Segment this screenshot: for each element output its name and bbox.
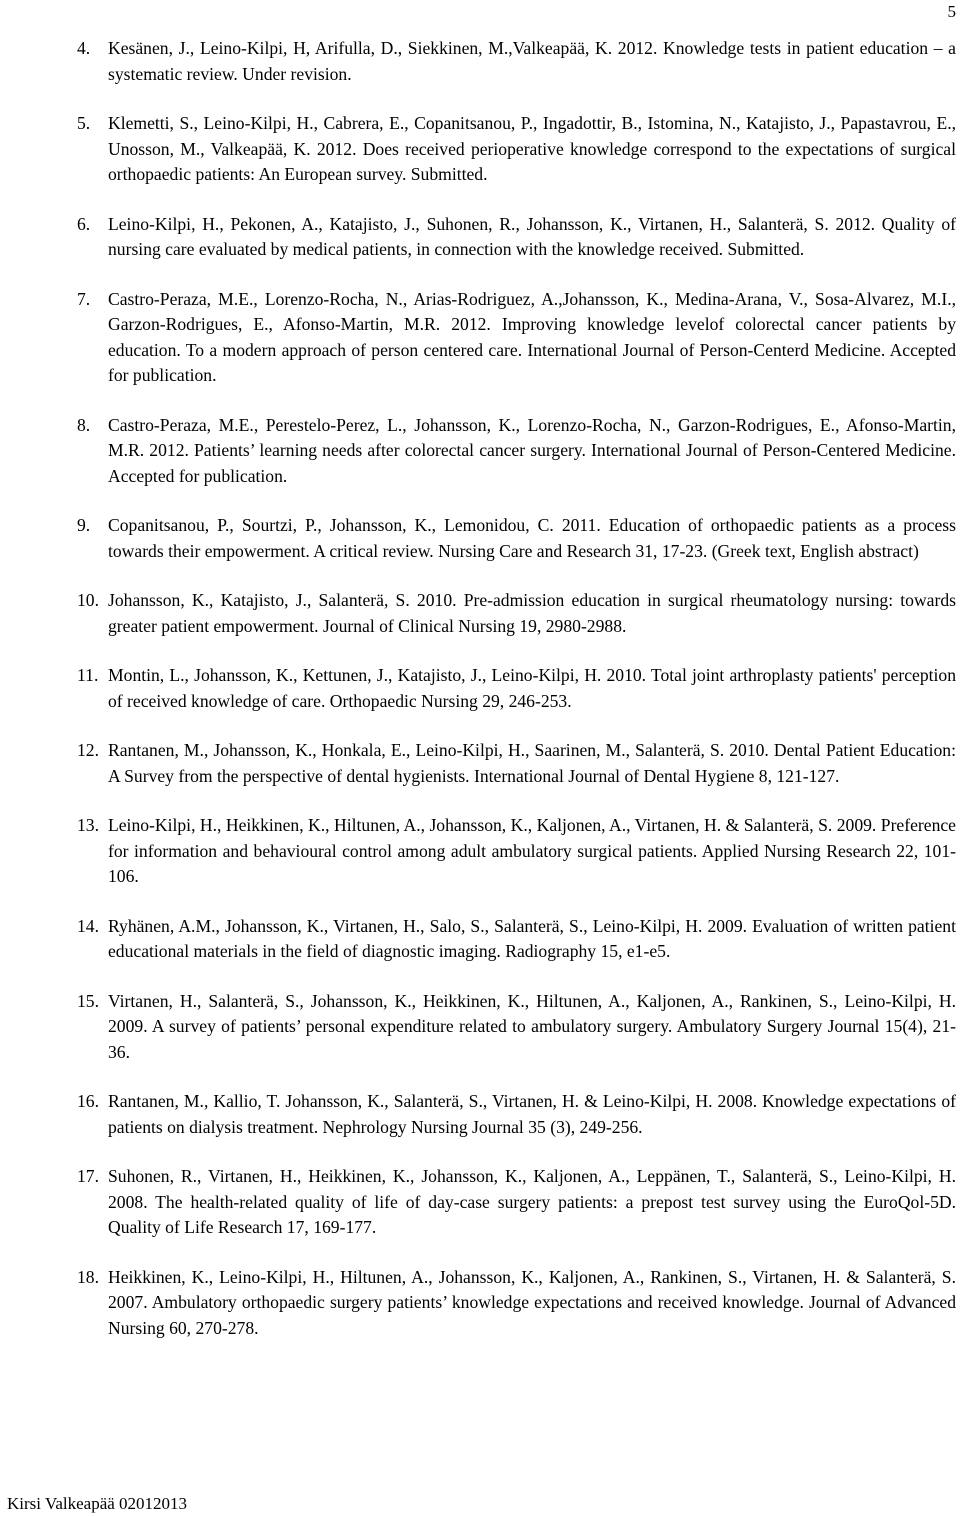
reference-text: Heikkinen, K., Leino-Kilpi, H., Hiltunen, A., Johansson, K., Kaljonen, A., Rankinen, S., Virtanen, H. & Salanterä, S. 2007. Ambulatory orthopaedic surgery patients’ knowledge expectations and received knowledge. Journal of Advanced Nursing 60, 270-278. [108, 1266, 956, 1338]
reference-item [0, 413, 960, 490]
reference-number: 10. [77, 590, 99, 610]
reference-text: Kesänen, J., Leino-Kilpi, H, Arifulla, D., Siekkinen, M.,Valkeapää, K. 2012. Knowledge tests in patient education – a systematic review. Under revision. [108, 38, 956, 84]
reference-item [0, 663, 960, 714]
reference-text: Leino-Kilpi, H., Pekonen, A., Katajisto, J., Suhonen, R., Johansson, K., Virtanen, H., Salanterä, S. 2012. Quality of nursing care evaluated by medical patients, in connection with the knowledge received. Submitted. [108, 213, 956, 259]
reference-text: Montin, L., Johansson, K., Kettunen, J., Katajisto, J., Leino-Kilpi, H. 2010. Total joint arthroplasty patients' perception of received knowledge of care. Orthopaedic Nursing 29, 246-253. [108, 665, 956, 711]
reference-item [0, 287, 960, 389]
reference-number: 9. [77, 515, 91, 535]
reference-number: 17. [77, 1166, 99, 1186]
reference-text: Castro-Peraza, M.E., Perestelo-Perez, L., Johansson, K., Lorenzo-Rocha, N., Garzon-Rodrigues, E., Afonso-Martin, M.R. 2012. Patients’ learning needs after colorectal cancer surgery. International Journal of Person-Centered Medicine. Accepted for publication. [108, 414, 956, 486]
reference-text: Suhonen, R., Virtanen, H., Heikkinen, K., Johansson, K., Kaljonen, A., Leppänen, T., Salanterä, S., Leino-Kilpi, H. 2008. The health-related quality of life of day-case surgery patients: a prepost test survey using the EuroQol-5D. Quality of Life Research 17, 169-177. [108, 1166, 956, 1237]
reference-item [0, 111, 960, 188]
reference-number: 14. [77, 915, 99, 936]
reference-item [0, 513, 960, 564]
reference-text: Copanitsanou, P., Sourtzi, P., Johansson, K., Lemonidou, C. 2011. Education of orthopaedic patients as a process towards their empowerment. A critical review. Nursing Care and Research 31, 17-23. (Greek text, English abstract) [108, 515, 956, 561]
reference-list [0, 36, 960, 1365]
reference-number: 13. [77, 815, 99, 835]
page-number: 5 [947, 2, 956, 21]
reference-text: Castro-Peraza, M.E., Lorenzo-Rocha, N., Arias-Rodriguez, A.,Johansson, K., Medina-Arana, V., Sosa-Alvarez, M.I., Garzon-Rodrigues, E., Afonso-Martin, M.R. 2012. Improving knowledge levelof colorectal cancer patients by education. To a modern approach of person centered care. International Journal of Person-Centerd Medicine. Accepted for publication. [108, 288, 956, 385]
reference-item [0, 738, 960, 789]
reference-number: 15. [77, 990, 99, 1011]
reference-item [0, 813, 960, 890]
reference-number: 7. [77, 288, 91, 309]
reference-item [0, 1164, 960, 1241]
reference-item [0, 588, 960, 639]
reference-text: Johansson, K., Katajisto, J., Salanterä, S. 2010. Pre-admission education in surgical rheumatology nursing: towards greater patient empowerment. Journal of Clinical Nursing 19, 2980-2988. [108, 590, 956, 636]
reference-item [0, 914, 960, 965]
reference-number: 11. [77, 665, 99, 685]
reference-text: Rantanen, M., Kallio, T. Johansson, K., Salanterä, S., Virtanen, H. & Leino-Kilpi, H. 2008. Knowledge expectations of patients on dialysis treatment. Nephrology Nursing Journal 35 (3), 249-256. [108, 1091, 956, 1137]
reference-item [0, 36, 960, 87]
reference-item [0, 1089, 960, 1140]
footer-author-date: Kirsi Valkeapää 02012013 [7, 1494, 188, 1513]
reference-text: Klemetti, S., Leino-Kilpi, H., Cabrera, E., Copanitsanou, P., Ingadottir, B., Istomina, N., Katajisto, J., Papastavrou, E., Unosson, M., Valkeapää, K. 2012. Does received perioperative knowledge correspond to the expectations of surgical orthopaedic patients: An European survey. Submitted. [108, 113, 956, 184]
reference-text: Ryhänen, A.M., Johansson, K., Virtanen, H., Salo, S., Salanterä, S., Leino-Kilpi, H. 2009. Evaluation of written patient educational materials in the field of diagnostic imaging. Radiography 15, e1-e5. [108, 915, 956, 961]
reference-text: Leino-Kilpi, H., Heikkinen, K., Hiltunen, A., Johansson, K., Kaljonen, A., Virtanen, H. & Salanterä, S. 2009. Preference for information and behavioural control among adult ambulatory surgical patients. Applied Nursing Research 22, 101-106. [108, 815, 956, 886]
reference-number: 4. [77, 38, 91, 58]
reference-number: 6. [77, 213, 91, 234]
reference-number: 8. [77, 414, 91, 435]
reference-number: 5. [77, 113, 91, 133]
reference-number: 16. [77, 1091, 99, 1111]
reference-text: Rantanen, M., Johansson, K., Honkala, E., Leino-Kilpi, H., Saarinen, M., Salanterä, S. 2010. Dental Patient Education: A Survey from the perspective of dental hygienists. International Journal of Dental Hygiene 8, 121-127. [108, 740, 956, 786]
reference-item [0, 212, 960, 263]
reference-item [0, 1265, 960, 1342]
reference-item [0, 989, 960, 1066]
reference-text: Virtanen, H., Salanterä, S., Johansson, K., Heikkinen, K., Hiltunen, A., Kaljonen, A., Rankinen, S., Leino-Kilpi, H. 2009. A survey of patients’ personal expenditure related to ambulatory surgery. Ambulatory Surgery Journal 15(4), 21-36. [108, 990, 956, 1062]
reference-number: 12. [77, 740, 99, 760]
reference-number: 18. [77, 1266, 99, 1287]
